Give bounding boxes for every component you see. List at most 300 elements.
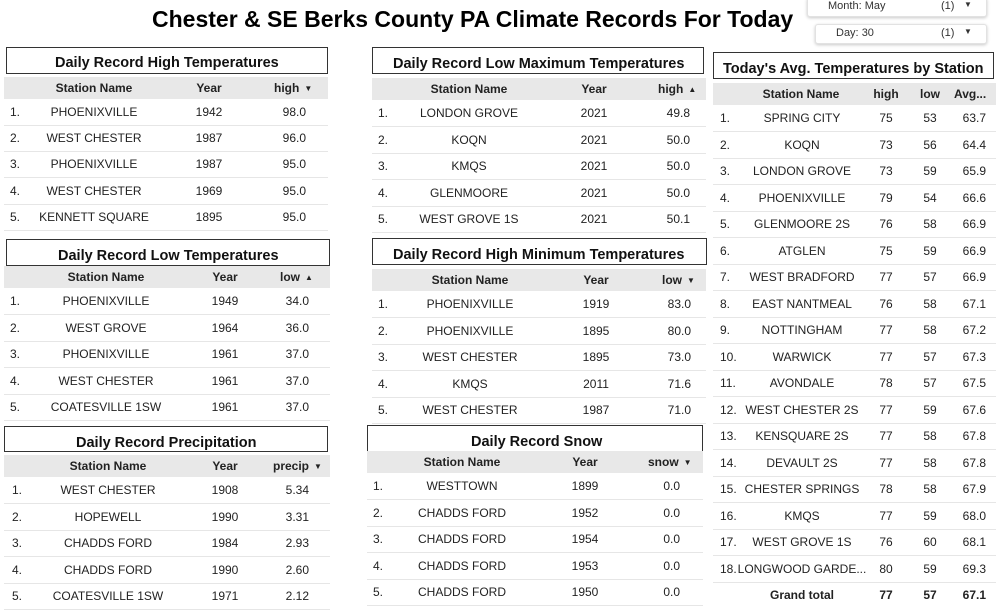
avg-high: 77 [879,402,893,417]
avg-value: 67.3 [962,349,986,364]
col-header-station[interactable]: Station Name [431,273,509,287]
table-row [713,423,996,450]
record-value: 95.0 [282,183,306,198]
col-header-station[interactable]: Station Name [762,87,840,101]
table-row [367,526,703,553]
table-row [372,370,706,398]
record-low-max-table [372,78,706,232]
station-name: WEST CHESTER [60,483,156,497]
table-row [372,206,706,233]
avg-high: 78 [879,376,893,390]
table-row [372,153,706,180]
table-row [4,583,330,610]
row-index: 10. [720,349,737,364]
avg-low: 60 [923,535,937,549]
row-index: 5. [378,212,389,226]
avg-value: 66.6 [962,190,986,205]
table-row [4,530,330,557]
record-year: 1961 [211,347,239,361]
table-row [713,502,996,530]
table-row [713,396,996,424]
row-index: 4. [10,183,21,198]
station-name: WARWICK [772,349,832,364]
avg-low: 59 [923,164,937,178]
table-row [4,341,330,368]
record-value: 37.0 [285,400,309,414]
record-value: 83.0 [667,297,691,311]
record-value: 36.0 [285,320,309,335]
record-year: 1961 [211,400,239,414]
table-row [4,204,328,231]
avg-high: 80 [879,561,893,576]
record-value: 3.31 [285,509,309,524]
record-value: 96.0 [282,131,306,145]
record-value: 0.0 [663,585,680,599]
avg-value: 67.1 [962,296,986,311]
row-index: 1. [378,297,389,311]
station-name: CHESTER SPRINGS [744,482,860,496]
table-row [713,105,996,132]
record-value: 37.0 [285,347,309,361]
col-header-high[interactable]: high [873,87,899,101]
table-row [4,503,330,531]
table-row [713,529,996,556]
col-header-low[interactable]: low ▼ [662,273,695,287]
table-row [4,151,328,178]
row-index: 3. [373,532,384,546]
avg-high: 73 [879,137,893,152]
avg-low: 58 [923,429,937,443]
row-index: 3. [720,164,731,178]
row-index: 2. [720,137,731,152]
table-row [4,556,330,584]
row-index: 2. [10,320,21,335]
station-name: WEST CHESTER [422,350,518,364]
avg-high: 77 [879,429,893,443]
station-name: COATESVILLE 1SW [50,400,162,414]
avg-temps-table [713,83,996,609]
row-index: 12. [720,402,737,417]
grand-total-label: Grand total [769,588,834,602]
station-name: WEST GROVE 1S [419,212,519,226]
avg-low: 53 [923,111,937,125]
grand-total-row [713,582,996,608]
avg-low: 59 [923,508,937,523]
col-header-year[interactable]: Year [583,273,609,287]
station-name: PHOENIXVILLE [62,294,150,308]
row-index: 4. [720,190,731,205]
avg-low: 54 [923,190,937,205]
row-index: 7. [720,270,731,284]
table-row [372,344,706,371]
avg-low: 58 [923,323,937,337]
station-name: KENSQUARE 2S [755,429,849,443]
record-year: 1969 [195,183,223,198]
record-high-min-header: Daily Record High Minimum Temperatures [372,238,707,265]
table-row [367,579,703,606]
table-header-row [4,77,328,99]
day-filter-count: (1) [941,27,955,39]
row-index: 5. [378,403,389,417]
record-value: 2.60 [285,562,309,577]
col-header-precip[interactable]: precip ▼ [273,459,322,473]
station-name: WESTTOWN [426,479,498,493]
record-year: 1952 [571,505,599,520]
col-header-high[interactable]: high ▼ [274,81,313,95]
station-name: DEVAULT 2S [766,455,838,470]
avg-low: 57 [923,349,937,364]
station-name: COATESVILLE 1SW [52,589,164,603]
record-year: 1949 [211,294,239,308]
col-header-station[interactable]: Station Name [423,455,501,469]
row-index: 1. [12,483,23,497]
table-row [4,314,330,342]
col-header-station[interactable]: Station Name [430,82,508,96]
table-row [372,179,706,207]
avg-high: 77 [879,323,893,337]
station-name: CHADDS FORD [63,562,152,577]
record-year: 1908 [211,483,239,497]
record-year: 1954 [571,532,599,546]
avg-value: 65.9 [962,164,986,178]
col-header-station[interactable]: Station Name [69,459,147,473]
row-index: 2. [378,323,389,338]
avg-low: 57 [923,376,937,390]
record-value: 49.8 [666,106,690,120]
row-index: 17. [720,535,737,549]
row-index: 2. [378,132,389,147]
avg-high: 73 [879,164,893,178]
station-name: LONGWOOD GARDE... [737,561,867,576]
row-index: 5. [12,589,23,603]
col-header-year[interactable]: Year [196,81,222,95]
record-year: 2011 [583,376,609,391]
sort-asc-icon: ▲ [305,273,313,282]
month-filter-label: Month: May [828,0,886,12]
avg-high: 77 [879,349,893,364]
row-index: 3. [12,536,23,550]
table-header-row [372,78,706,100]
row-index: 15. [720,482,737,496]
row-index: 5. [10,210,21,224]
col-header-year[interactable]: Year [212,459,238,473]
station-name: PHOENIXVILLE [50,157,138,171]
table-row [713,131,996,159]
col-header-snow[interactable]: snow ▼ [648,455,692,469]
station-name: EAST NANTMEAL [752,296,852,311]
table-header-row [372,269,706,291]
record-value: 0.0 [663,558,680,573]
record-year: 1987 [582,403,610,417]
station-name: WEST GROVE 1S [752,535,852,549]
avg-high: 77 [879,270,893,284]
station-name: CHADDS FORD [417,585,506,599]
row-index: 3. [378,350,389,364]
record-year: 2021 [580,159,608,173]
record-year: 1984 [211,536,239,550]
row-index: 2. [373,505,384,520]
record-value: 0.0 [663,505,680,520]
avg-value: 67.2 [962,323,986,337]
record-year: 1964 [211,320,239,335]
row-index: 16. [720,508,737,523]
avg-value: 68.1 [962,535,986,549]
station-name: KMQS [784,508,820,523]
col-header-station[interactable]: Station Name [55,81,133,95]
col-header-high[interactable]: high ▲ [658,82,697,96]
avg-low: 58 [923,217,937,231]
row-index: 13. [720,429,737,443]
table-row [4,177,328,205]
record-value: 80.0 [667,323,691,338]
record-snow-header: Daily Record Snow [367,425,703,452]
record-value: 50.0 [666,132,690,147]
avg-low: 57 [923,270,937,284]
avg-value: 63.7 [962,111,986,125]
station-name: WEST BRADFORD [749,270,855,284]
table-row [372,126,706,154]
record-value: 50.1 [666,212,690,226]
row-index: 1. [378,106,389,120]
table-row [713,555,996,583]
record-year: 1953 [571,558,599,573]
record-value: 50.0 [666,185,690,200]
record-year: 1895 [582,350,610,364]
row-index: 4. [10,373,21,388]
avg-temps-header: Today's Avg. Temperatures by Station [713,52,994,79]
avg-high: 79 [879,190,893,205]
row-index: 8. [720,296,731,311]
table-header-row [4,266,330,288]
table-header-row [4,455,330,477]
table-row [4,288,330,315]
station-name: KMQS [452,376,488,391]
station-name: SPRING CITY [763,111,841,125]
row-index: 2. [12,509,23,524]
avg-low: 58 [923,482,937,496]
record-value: 2.12 [285,589,309,603]
avg-low: 56 [923,137,937,152]
record-high-header: Daily Record High Temperatures [6,47,328,74]
avg-value: 67.8 [962,429,986,443]
station-name: LONDON GROVE [752,164,851,178]
record-value: 98.0 [282,105,306,119]
record-year: 1895 [582,323,610,338]
table-row [4,367,330,395]
record-low-max-header: Daily Record Low Maximum Temperatures [372,47,704,74]
record-value: 37.0 [285,373,309,388]
sort-desc-icon: ▼ [687,276,695,285]
station-name: KOQN [451,132,487,147]
row-index: 1. [720,111,731,125]
col-header-low[interactable]: low ▲ [280,270,313,284]
month-filter[interactable] [807,0,987,17]
row-index: 3. [10,347,21,361]
record-year: 2021 [580,132,608,147]
station-name: PHOENIXVILLE [758,190,846,205]
record-year: 1899 [571,479,599,493]
col-header-station[interactable]: Station Name [67,270,145,284]
avg-value: 69.3 [962,561,986,576]
record-year: 2021 [580,212,608,226]
station-name: WEST CHESTER [422,403,518,417]
row-index: 6. [720,243,731,258]
avg-value: 67.5 [962,376,986,390]
station-name: GLENMOORE [429,185,508,200]
sort-desc-icon: ▼ [304,84,313,93]
station-name: NOTTINGHAM [761,323,843,337]
station-name: WEST GROVE [65,320,147,335]
row-index: 3. [378,159,389,173]
row-index: 5. [373,585,384,599]
chevron-down-icon: ▼ [964,0,972,9]
table-row [372,291,706,318]
station-name: CHADDS FORD [63,536,152,550]
station-name: CHADDS FORD [417,558,506,573]
station-name: GLENMOORE 2S [753,217,851,231]
table-row [367,552,703,580]
record-value: 50.0 [666,159,690,173]
table-row [713,370,996,397]
record-value: 5.34 [285,483,309,497]
row-index: 14. [720,455,737,470]
avg-value: 67.6 [962,402,986,417]
record-year: 1987 [195,131,223,145]
record-year: 2021 [580,185,608,200]
avg-value: 66.9 [962,217,986,231]
station-name: PHOENIXVILLE [50,105,138,119]
table-row [4,99,328,126]
table-row [367,473,703,500]
record-snow-table [367,451,703,606]
row-index: 5. [10,400,21,414]
avg-low: 58 [923,296,937,311]
row-index: 3. [10,157,21,171]
col-header-year[interactable]: Year [212,270,238,284]
day-filter-label: Day: 30 [836,27,874,39]
row-index: 4. [378,185,389,200]
station-name: PHOENIXVILLE [426,323,514,338]
sort-asc-icon: ▲ [688,85,697,94]
record-year: 1950 [571,585,599,599]
table-row [4,125,328,152]
record-value: 0.0 [663,532,680,546]
record-year: 1919 [582,297,610,311]
station-name: HOPEWELL [74,509,142,524]
station-name: PHOENIXVILLE [62,347,150,361]
avg-low: 59 [923,561,937,576]
station-name: WEST CHESTER 2S [745,402,859,417]
row-index: 1. [373,479,384,493]
station-name: KENNETT SQUARE [39,210,149,224]
table-row [713,476,996,503]
avg-high: 75 [879,243,893,258]
day-filter[interactable] [815,24,987,44]
chevron-down-icon: ▼ [964,27,972,36]
table-header-row [713,83,996,105]
record-value: 34.0 [285,294,309,308]
row-index: 4. [373,558,384,573]
row-index: 5. [720,217,731,231]
table-row [713,317,996,344]
avg-low: 59 [923,402,937,417]
avg-low: 58 [923,455,937,470]
station-name: WEST CHESTER [58,373,154,388]
table-row [372,397,706,424]
month-filter-count: (1) [941,0,955,12]
avg-value: 66.9 [962,270,986,284]
record-value: 73.0 [667,350,691,364]
row-index: 1. [10,294,21,308]
table-row [713,184,996,212]
row-index: 4. [378,376,389,391]
station-name: CHADDS FORD [417,532,506,546]
table-row [372,317,706,345]
station-name: LONDON GROVE [419,106,518,120]
station-name: PHOENIXVILLE [426,297,514,311]
record-year: 1942 [195,105,223,119]
table-row [372,100,706,127]
station-name: ATGLEN [778,243,826,258]
record-low-table [4,266,330,420]
avg-high: 78 [879,482,893,496]
avg-value: 67.8 [962,455,986,470]
avg-high: 77 [879,508,893,523]
avg-value: 64.4 [962,137,986,152]
col-header-year[interactable]: Year [572,455,598,469]
row-index: 1. [10,105,21,119]
record-year: 1971 [211,589,239,603]
col-header-year[interactable]: Year [581,82,607,96]
station-name: KMQS [451,159,487,173]
avg-high: 76 [879,535,893,549]
record-value: 95.0 [282,157,306,171]
station-name: WEST CHESTER [46,183,142,198]
record-year: 1990 [211,562,239,577]
station-name: CHADDS FORD [417,505,506,520]
record-high-table [4,77,328,231]
record-precip-table [4,455,330,609]
col-header-low[interactable]: low [920,87,940,101]
row-index: 18. [720,561,737,576]
col-header-avg[interactable]: Avg... [954,87,987,101]
record-value: 71.0 [667,403,691,417]
avg-low: 59 [923,243,937,258]
table-row [713,290,996,318]
avg-value: 67.9 [962,482,986,496]
record-value: 0.0 [663,479,680,493]
table-row [713,237,996,265]
record-low-header: Daily Record Low Temperatures [6,239,330,266]
station-name: WEST CHESTER [46,131,142,145]
table-row [713,343,996,371]
record-year: 1961 [211,373,239,388]
record-year: 2021 [580,106,608,120]
row-index: 11. [720,376,736,390]
avg-high: 77 [879,455,893,470]
page-title: Chester & SE Berks County PA Climate Records For Today [152,6,794,32]
total-low: 57 [923,588,937,602]
record-value: 95.0 [282,210,306,224]
total-avg: 67.1 [962,588,986,602]
record-high-min-table [372,269,706,423]
table-row [4,477,330,504]
table-row [713,264,996,291]
record-year: 1987 [195,157,223,171]
table-row [4,394,330,421]
total-high: 77 [879,588,893,602]
record-year: 1895 [195,210,223,224]
